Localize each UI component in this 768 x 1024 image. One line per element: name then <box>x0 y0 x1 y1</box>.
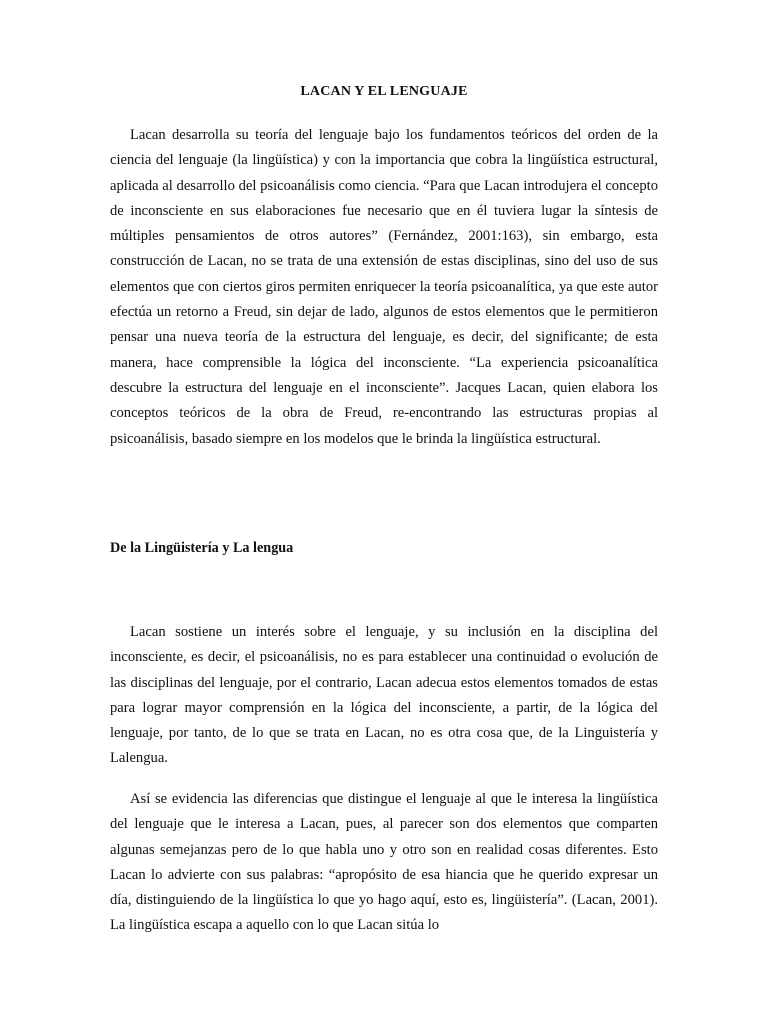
paragraph-linguisteria: Lacan sostiene un interés sobre el lenguaje, y su inclusión en la disciplina del inconsciente, es decir, el psicoanálisis, no es para establecer una continuidad o evolución de las disciplinas del lenguaje, por el contrario, Lacan adecua estos elementos tomados de estas para lograr mayor comprensión en la lógica del inconsciente, a partir, de la lógica del lenguaje, por tanto, de lo que se trata en Lacan, no es otra cosa que, de la Linguistería y Lalengua. <box>110 624 658 767</box>
paragraph-differences: Así se evidencia las diferencias que distingue el lenguaje al que le interesa la lingüística del lenguaje que le interesa a Lacan, pues, al parecer son dos elementos que comparten algunas semejanzas pero de lo que habla uno y otro son en realidad cosas diferentes. Esto Lacan lo advierte con sus palabras: “apropósito de esa hiancia que he querido expresar un día, distinguiendo de la lingüística lo que yo hago aquí, esto es, lingüistería”. (Lacan, 2001). La lingüística escapa a aquello con lo que Lacan sitúa lo <box>110 791 658 934</box>
document-title: LACAN Y EL LENGUAJE <box>300 84 468 99</box>
paragraph-intro: Lacan desarrolla su teoría del lenguaje bajo los fundamentos teóricos del orden de la ciencia del lenguaje (la lingüística) y con la importancia que cobra la lingüística estructural, aplicada al desarrollo del psicoanálisis como ciencia. “Para que Lacan introdujera el concepto de inconsciente en sus elaboraciones fue necesario que en él tuviera lugar la síntesis de múltiples pensamientos de otros autores” (Fernández, 2001:163), sin embargo, esta construcción de Lacan, no se trata de una extensión de estas disciplinas, sino del uso de sus elementos que con ciertos giros permiten enriquecer la teoría psicoanalítica, ya que este autor efectúa un retorno a Freud, sin dejar de lado, algunos de estos elementos que le permitieron pensar una nueva teoría de la estructura del lenguaje, es decir, del significante; de esta manera, hace comprensible la lógica del inconsciente. “La experiencia psicoanalítica descubre la estructura del lenguaje en el inconsciente”. Jacques Lacan, quien elabora los conceptos teóricos de la obra de Freud, re-encontrando las estructuras propias al psicoanálisis, basado siempre en los modelos que le brinda la lingüística estructural. <box>110 127 658 447</box>
section-heading: De la Lingüistería y La lengua <box>110 540 294 556</box>
